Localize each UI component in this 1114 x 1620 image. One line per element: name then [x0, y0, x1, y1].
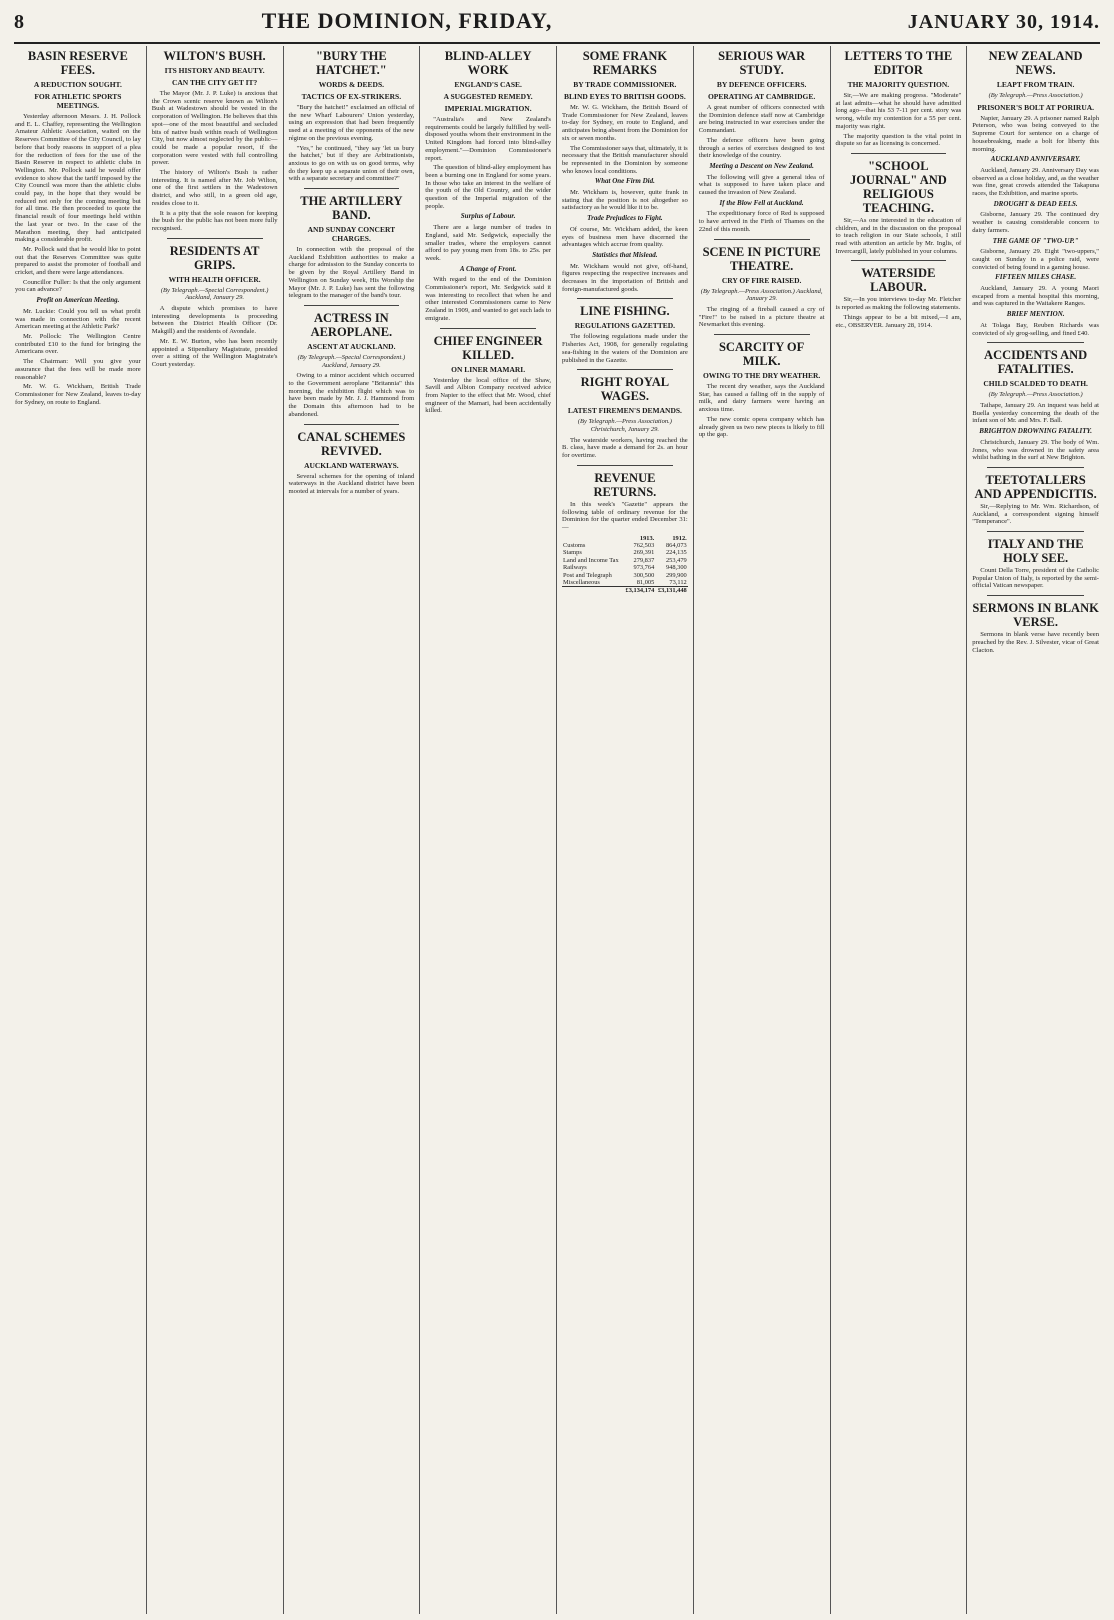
issue-date: JANUARY 30, 1914. [907, 11, 1100, 33]
divider-rule [851, 153, 947, 154]
headline: "BURY THE HATCHET." [315, 49, 387, 77]
table-header-cell: 1912. [672, 534, 687, 542]
paragraph: There are a large number of trades in England, said Mr. Sedgwick, especially the smaller trades, where the employers cannot afford to pay young men from 18s. to 25s. per week. [425, 224, 551, 262]
table-total-row [562, 587, 688, 595]
article [289, 424, 415, 496]
table-cell: Stamps [563, 549, 582, 557]
headline: SCENE IN PICTURE THEATRE. [702, 244, 821, 273]
table-header-row [562, 535, 688, 542]
article [699, 334, 825, 439]
divider-rule [304, 305, 400, 306]
revenue-table [562, 535, 688, 595]
headline: RIGHT ROYAL WAGES. [580, 375, 670, 404]
article [562, 465, 688, 595]
section-heading: THE GAME OF "TWO-UP." [992, 236, 1079, 245]
paragraph: The defence officers have been going through a series of exercises designed to test their knowledge of the country. [698, 136, 825, 160]
paragraph: Gisborne, January 29. The continued dry weather is causing considerable concern to dairy farmers. [972, 211, 1099, 234]
paragraph: Sir,—We are making progress. "Moderate" at last admits—what he should have admitted long ago—that his 53 7-11 per cent. story was wrong, while my contention for a 55 per cent. majority was right. [835, 92, 962, 130]
subheadline: THE MAJORITY QUESTION. [847, 80, 950, 89]
column-8 [967, 46, 1104, 1614]
headline: LETTERS TO THE EDITOR [844, 49, 953, 77]
article [972, 156, 1099, 198]
table-header-cell: 1913. [639, 534, 655, 542]
headline: CANAL SCHEMES REVIVED. [297, 429, 406, 458]
table-cell: 300,500 [633, 571, 655, 579]
article [562, 49, 688, 175]
paragraph: A great number of officers connected with the Dominion defence staff now at Cambridge are being instructed in war exercises under the Commandant. [698, 104, 825, 135]
subheadline: BY DEFENCE OFFICERS. [716, 80, 807, 89]
paragraph: The following will give a general idea of what is supposed to have taken place and caused the invasion of New Zealand. [698, 173, 825, 197]
article [836, 49, 962, 148]
paragraph: Mr. W. G. Wickham, the British Board of Trade Commissioner for New Zealand, leaves to-day for Sydney, en route to England, and anticipates being absent from the Dominion for six or seven months. [562, 104, 688, 142]
paragraph: The majority question is the vital point in dispute so far as licensing is concerned. [835, 132, 962, 148]
article [425, 213, 551, 262]
paragraph: The expeditionary force of Red is supposed to have arrived in the Firth of Thames on the 22nd of this month. [698, 210, 825, 233]
table-cell: 73,112 [669, 579, 687, 587]
headline: BASIN RESERVE FEES. [27, 49, 128, 77]
subheadline: CAN THE CITY GET IT? [171, 78, 258, 87]
article [152, 238, 278, 369]
divider-rule [987, 467, 1084, 468]
subheadline: OWING TO THE DRY WEATHER. [702, 371, 821, 381]
paragraph: Mr. E. W. Burton, who has been recently appointed a Stipendiary Magistrate, presided over a sitting of the Wellington Magistrate's Court yesterday. [151, 337, 278, 368]
table-cell: 81,005 [636, 579, 655, 587]
paragraph: Mr. Wickham would not give, off-hand, figures respecting the respective increases and decreases in the importation of British and foreign-manufactured goods. [562, 262, 688, 293]
paragraph: Count Della Torre, president of the Catholic Popular Union of Italy, is reported by the semi-official Vatican newspaper. [972, 567, 1099, 590]
article [836, 260, 962, 329]
paragraph: Councillor Fuller: Is that the only argument you can advance? [15, 278, 141, 294]
paragraph: Auckland, January 29. A young Maori escaped from a mental hospital this morning, and was captured in the Waitakere Ranges. [972, 285, 1099, 308]
article [972, 238, 1099, 272]
subheadline: IMPERIAL MIGRATION. [444, 104, 532, 113]
subheadline: LATEST FIREMEN'S DEMANDS. [567, 406, 682, 416]
article [15, 49, 141, 294]
table-header-cell [562, 535, 623, 542]
paragraph: Things appear to be a bit mixed,—I am, etc., OBSERVER. January 28, 1914. [835, 313, 962, 329]
divider-rule [304, 424, 400, 425]
divider-rule [577, 298, 673, 299]
table-row [562, 549, 688, 556]
section-heading: Statistics that Mislead. [592, 250, 658, 259]
section-heading: FIFTEEN MILES CHASE. [995, 273, 1077, 282]
table-cell: Miscellaneous [563, 579, 600, 587]
divider-rule [851, 260, 947, 261]
subheadline: OPERATING AT CAMBRIDGE. [707, 92, 816, 101]
article [562, 215, 688, 249]
headline: BLIND-ALLEY WORK [444, 49, 532, 77]
paragraph: Sir,—In you interviews to-day Mr. Fletcher is reported as making the following statements. [835, 296, 962, 312]
table-cell: 253,479 [665, 556, 687, 564]
subheadline: BY TRADE COMMISSIONER. [573, 80, 677, 89]
section-heading: AUCKLAND ANNIVERSARY. [990, 155, 1081, 164]
article [15, 297, 141, 406]
article [152, 49, 278, 233]
headline: ACCIDENTS AND FATALITIES. [984, 348, 1088, 377]
section-heading: BRIEF MENTION. [1006, 310, 1065, 319]
subheadline: CHILD SCALDED TO DEATH. [983, 379, 1088, 389]
divider-rule [440, 328, 536, 329]
article [972, 595, 1099, 654]
byline: (By Telegraph.—Special Correspondent.) Auckland, January 29. [297, 353, 406, 369]
section-heading: DROUGHT & DEAD EELS. [993, 199, 1078, 208]
divider-rule [577, 465, 673, 466]
table-cell: £3,131,448 [655, 587, 687, 595]
headline: WILTON'S BUSH. [163, 49, 266, 63]
paragraph: Gisborne, January 29. Eight "two-uppers," caught on Sunday in a police raid, were convicted of being found in a gaming house. [972, 248, 1099, 271]
divider-rule [714, 334, 810, 335]
headline: WATERSIDE LABOUR. [861, 266, 936, 295]
article [972, 531, 1099, 590]
table-row [562, 564, 688, 571]
paragraph: Mr. Pollock: The Wellington Centre contributed £10 to the fund for bringing the Americans over. [15, 332, 141, 356]
divider-rule [987, 531, 1084, 532]
paragraph: Sermons in blank verse have recently been preached by the Rev. J. Silvester, vicar of Great Clacton. [972, 631, 1099, 654]
headline: RESIDENTS AT GRIPS. [169, 243, 260, 272]
paragraph: Taihape, January 29. An inquest was held at Buella yesterday concerning the death of the infant son of Mr. and Mrs. F. Ball. [972, 401, 1099, 425]
paragraph: "Yes," he continued, "they say 'let us bury the hatchet,' but if they are Arbitrationists, anxious to go on with us on good terms, why do they keep up a separate union of their own, with a separate secretary and committee?" [288, 144, 415, 183]
paragraph: Several schemes for the opening of inland waterways in the Auckland district have been mooted at intervals for a number of years. [288, 472, 415, 495]
table-cell [562, 587, 623, 595]
columns-container [10, 46, 1104, 1614]
section-heading: If the Blow Fell at Auckland. [719, 198, 804, 207]
column-4 [420, 46, 557, 1614]
headline: SOME FRANK REMARKS [582, 49, 668, 77]
article [425, 49, 551, 210]
paragraph: The Mayor (Mr. J. P. Luke) is anxious that the Crown scenic reserve known as Wilton's Bush at Wadestown should be vested in the corporation of Wellington. He believes that this spot—one of the most beautiful and secluded bits of native bush within reach of Wellington City, but now almost neglected by the public—could be made a popular resort, if the corporation were vested with full controlling power. [151, 90, 278, 167]
subheadline: BLIND EYES TO BRITISH GOODS. [564, 92, 686, 101]
column-7 [831, 46, 968, 1614]
subheadline: ON LINER MAMARI. [451, 364, 526, 374]
subheadline: FOR ATHLETIC SPORTS MEETINGS. [34, 92, 122, 110]
article [972, 201, 1099, 235]
byline: (By Telegraph.—Press Association.) Auckland, January 29. [700, 287, 823, 303]
article [289, 49, 415, 183]
paragraph: Napier, January 29. A prisoner named Ralph Peterson, who was being conveyed to the Supreme Court for sentence on a charge of housebreaking, made a bolt for liberty this morning. [972, 114, 1099, 153]
newspaper-title: THE DOMINION, FRIDAY, [261, 8, 553, 33]
section-heading: Profit on American Meeting. [36, 296, 120, 305]
article [289, 305, 415, 419]
table-cell: £3,134,174 [623, 587, 655, 595]
paragraph: The question of blind-alley employment has been a burning one in England for some years. In those who take an interest in the welfare of the youth of the Old Country, and the wider question of the Imperial migration of the people. [425, 164, 551, 210]
paragraph: Mr. Pollock said that he would like to point out that the Reserves Committee was quite prepared to assist the promoter of football and cricket, and there were large attendances. [15, 245, 141, 277]
subheadline: WORDS & DEEDS. [318, 80, 384, 89]
paragraph: Yesterday the local office of the Shaw, Savill and Albion Company received advice from Napier to the effect that Mr. Wood, chief engineer of the Mamari, had been accidentally killed. [425, 376, 551, 415]
paragraph: Mr. Luckie: Could you tell us what profit was made in connection with the recent American meeting at the Athletic Park? [15, 307, 141, 331]
paragraph: Christchurch, January 29. The body of Wm. Jones, who was drowned in the safety area whilst bathing in the surf at New Brighton. [972, 438, 1099, 462]
subheadline: LEAPT FROM TRAIN. [996, 80, 1075, 89]
table-cell: 269,391 [633, 549, 655, 557]
table-cell: 224,135 [665, 549, 687, 557]
table-cell: 948,300 [665, 564, 687, 572]
column-3 [284, 46, 421, 1614]
paragraph: With regard to the end of the Dominion Commissioner's report, Mr. Sedgwick said it was interesting to recollect that when he and other interested Commissioners came to New Zealand in 1909, and wanted to get such lads to emigrate. [425, 276, 551, 322]
headline: ITALY AND THE HOLY SEE. [987, 537, 1084, 566]
article [972, 311, 1099, 337]
paragraph: "Bury the hatchet!" exclaimed an official of the new Wharf Labourers' Union yesterday, using an expression that had been frequently used at a meeting of the opponents of the new régime on the previous evening. [288, 104, 415, 142]
paragraph: Owing to a minor accident which occurred to the Government aeroplane "Britannia" this morning, the exhibition flight which was to have been made by Mr. J. J. Hammond from the Domain this afternoon had to be abandoned. [288, 372, 415, 418]
table-row [562, 542, 688, 549]
subheadline: TACTICS OF EX-STRIKERS. [301, 92, 402, 101]
article [836, 153, 962, 256]
subheadline: PRISONER'S BOLT AT PORIRUA. [977, 102, 1095, 112]
column-6 [694, 46, 831, 1614]
table-cell: 973,764 [633, 564, 655, 572]
page-number: 8 [14, 11, 24, 33]
headline: THE ARTILLERY BAND. [300, 194, 403, 223]
table-cell: Railways [563, 564, 587, 572]
section-heading: Meeting a Descent on New Zealand. [709, 161, 814, 170]
headline: SCARCITY OF MILK. [718, 340, 805, 369]
article [562, 252, 688, 294]
headline: ACTRESS IN AEROPLANE. [310, 310, 393, 339]
headline: CHIEF ENGINEER KILLED. [433, 333, 543, 362]
table-row [562, 579, 688, 587]
section-heading: Surplus of Labour. [460, 212, 516, 221]
subheadline: AUCKLAND WATERWAYS. [304, 460, 399, 470]
paragraph: Mr. W. G. Wickham, British Trade Commissioner for New Zealand, leaves to-day for Sydney, on route to England. [15, 383, 141, 406]
paragraph: The following regulations made under the Fisheries Act, 1908, for generally regulating sea-fishing in the waters of the Dominion are published in the Gazette. [562, 333, 688, 364]
paragraph: "Australia's and New Zealand's requirements could be largely fulfilled by well-disposed youths whom their environment in the United Kingdom had forced into blind-alley employment."—Dominion Commissioner's report. [425, 116, 551, 162]
paragraph: In connection with the proposal of the Auckland Exhibition authorities to make a charge for admission to the Sunday concerts to be given by the Royal Artillery Band in Wellington on Sunday week, His Worship the Mayor (Mr. J. P. Luke) has sent the following telegram to the manager of the band's tour. [288, 246, 415, 300]
paragraph: It is a pity that the sole reason for keeping the bush for the public has not been more fully recognised. [151, 209, 278, 232]
article [699, 163, 825, 197]
article [425, 266, 551, 323]
table-row [562, 557, 688, 564]
paragraph: Mr. Wickham is, however, quite frank in stating that the position is not altogether so satisfactory as he would like it to be. [562, 189, 688, 212]
article [972, 467, 1099, 526]
table-cell: Post and Telegraph [563, 571, 612, 579]
subheadline: ITS HISTORY AND BEAUTY. [164, 66, 265, 75]
paragraph: A dispute which promises to have interesting developments is proceeding between the District Health Officer (Dr. Makgill) and the residents of Avondale. [151, 305, 278, 336]
article [425, 328, 551, 416]
article [699, 239, 825, 330]
paragraph: The new comic opera company which has already given us two new pieces is likely to fill up the gap. [698, 415, 825, 439]
column-5 [557, 46, 694, 1614]
table-cell: 864,073 [665, 542, 687, 550]
article [699, 200, 825, 234]
section-heading: What One Firm Did. [594, 177, 655, 186]
paragraph: The waterside workers, having reached the B. class, have made a demand for 2s. an hour for overtime. [562, 436, 688, 460]
table-cell: 762,503 [633, 542, 655, 550]
column-1 [10, 46, 147, 1614]
divider-rule [167, 238, 263, 239]
table-cell: Customs [563, 542, 586, 550]
paragraph: The recent dry weather, says the Auckland Star, has caused a falling off in the supply of milk, and dairy farmers were having an anxious time. [698, 383, 825, 414]
byline: (By Telegraph.—Press Association.) Christchurch, January 29. [577, 418, 672, 433]
section-heading: Trade Prejudices to Fight. [587, 214, 663, 223]
section-heading: BRIGHTON DROWNING FATALITY. [979, 427, 1093, 436]
headline: TEETOTALLERS AND APPENDICITIS. [974, 472, 1097, 501]
column-2 [147, 46, 284, 1614]
article [972, 49, 1099, 153]
byline: (By Telegraph.—Press Association.) [988, 92, 1083, 99]
headline: SERIOUS WAR STUDY. [718, 49, 806, 77]
subheadline: REGULATIONS GAZETTED. [574, 321, 676, 331]
divider-rule [714, 239, 810, 240]
subheadline: WITH HEALTH OFFICER. [168, 274, 261, 284]
section-heading: A Change of Front. [459, 264, 517, 273]
paragraph: Auckland, January 29. Anniversary Day was observed as a close holiday, and, as the weather was fine, great crowds attended the Takapuna races, the Exhibition, and marine sports. [972, 166, 1099, 198]
paragraph: The history of Wilton's Bush is rather interesting. It is named after Mr. Job Wilton, one of the first settlers in the Wadestown district, and who still, in a green old age, resides close to it. [151, 169, 278, 207]
table-cell: 299,900 [665, 571, 687, 579]
subheadline: ENGLAND'S CASE. [454, 80, 522, 89]
article [972, 428, 1099, 462]
masthead [14, 8, 1100, 44]
paragraph: The ringing of a fireball caused a cry of "Fire!" to be raised in a picture theatre at Newmarket this evening. [698, 305, 825, 329]
paragraph: At Tolaga Bay, Reuben Richards was convicted of sly grog-selling, and fined £40. [972, 321, 1099, 337]
paragraph: Sir,—Replying to Mr. Wm. Richardson, of Auckland, a correspondent signing himself "Temperance". [972, 502, 1099, 526]
table-row [562, 572, 688, 579]
subheadline: CRY OF FIRE RAISED. [721, 275, 802, 285]
headline: NEW ZEALAND NEWS. [988, 49, 1083, 77]
article [562, 298, 688, 364]
table-cell: Land and Income Tax [563, 556, 619, 564]
headline: SERMONS IN BLANK VERSE. [972, 601, 1099, 630]
paragraph: The Commissioner says that, ultimately, it is necessary that the British manufacturer should be represented in the Dominion by someone who knows local conditions. [562, 144, 688, 175]
article [562, 178, 688, 212]
paragraph: Sir,—As one interested in the education of children, and in the discussion on the proposal to teach religion in our State schools, I still read with attention an article by Mr. Inglis, of Invercargill, lately published in your columns. [835, 216, 962, 255]
headline: "SCHOOL JOURNAL" AND RELIGIOUS TEACHING. [849, 158, 947, 215]
divider-rule [987, 342, 1084, 343]
subheadline: AND SUNDAY CONCERT CHARGES. [307, 225, 396, 244]
subheadline: A SUGGESTED REMEDY. [443, 92, 533, 101]
subheadline: ASCENT AT AUCKLAND. [307, 341, 396, 351]
table-cell: 279,837 [633, 556, 655, 564]
divider-rule [577, 369, 673, 370]
paragraph: Of course, Mr. Wickham added, the keen eyes of business men have discerned the advantages which accrue from quality. [562, 225, 688, 249]
subheadline: A REDUCTION SOUGHT. [33, 80, 122, 89]
article [972, 274, 1099, 308]
byline: (By Telegraph.—Special Correspondent.) Auckland, January 29. [160, 286, 269, 302]
paragraph: In this week's "Gazette" appears the following table of ordinary revenue for the Dominion for the quarter ended December 31:— [562, 500, 688, 531]
paragraph: The Chairman: Will you give your assurance that the fees will be made more reasonable? [15, 358, 141, 381]
article [562, 369, 688, 460]
divider-rule [304, 188, 400, 189]
paragraph: Yesterday afternoon Messrs. J. H. Pollock and E. L. Chaffey, representing the Wellington Amateur Athletic Association, waited on the Reserves Committee of the City Council, to lay before that body reasons in support of a plea for the reduction of fees for the use of the Basin Reserve in respect to athletic clubs in Wellington. Mr. Pollock said he would offer evidence to show that the tariff imposed by the City Council was more than the athletic clubs could pay, in the hope that they would be reduced not only for the coming meeting but for all time. He then proceeded to quote the financial result of four meetings held within the last year or two. In the case of the Marathon meeting, they had anticipated making a considerable profit. [15, 113, 141, 244]
divider-rule [987, 595, 1084, 596]
article [699, 49, 825, 160]
headline: REVENUE RETURNS. [593, 470, 657, 499]
article [289, 188, 415, 300]
article [972, 342, 1099, 425]
headline: LINE FISHING. [580, 304, 670, 319]
byline: (By Telegraph.—Press Association.) [988, 391, 1083, 399]
